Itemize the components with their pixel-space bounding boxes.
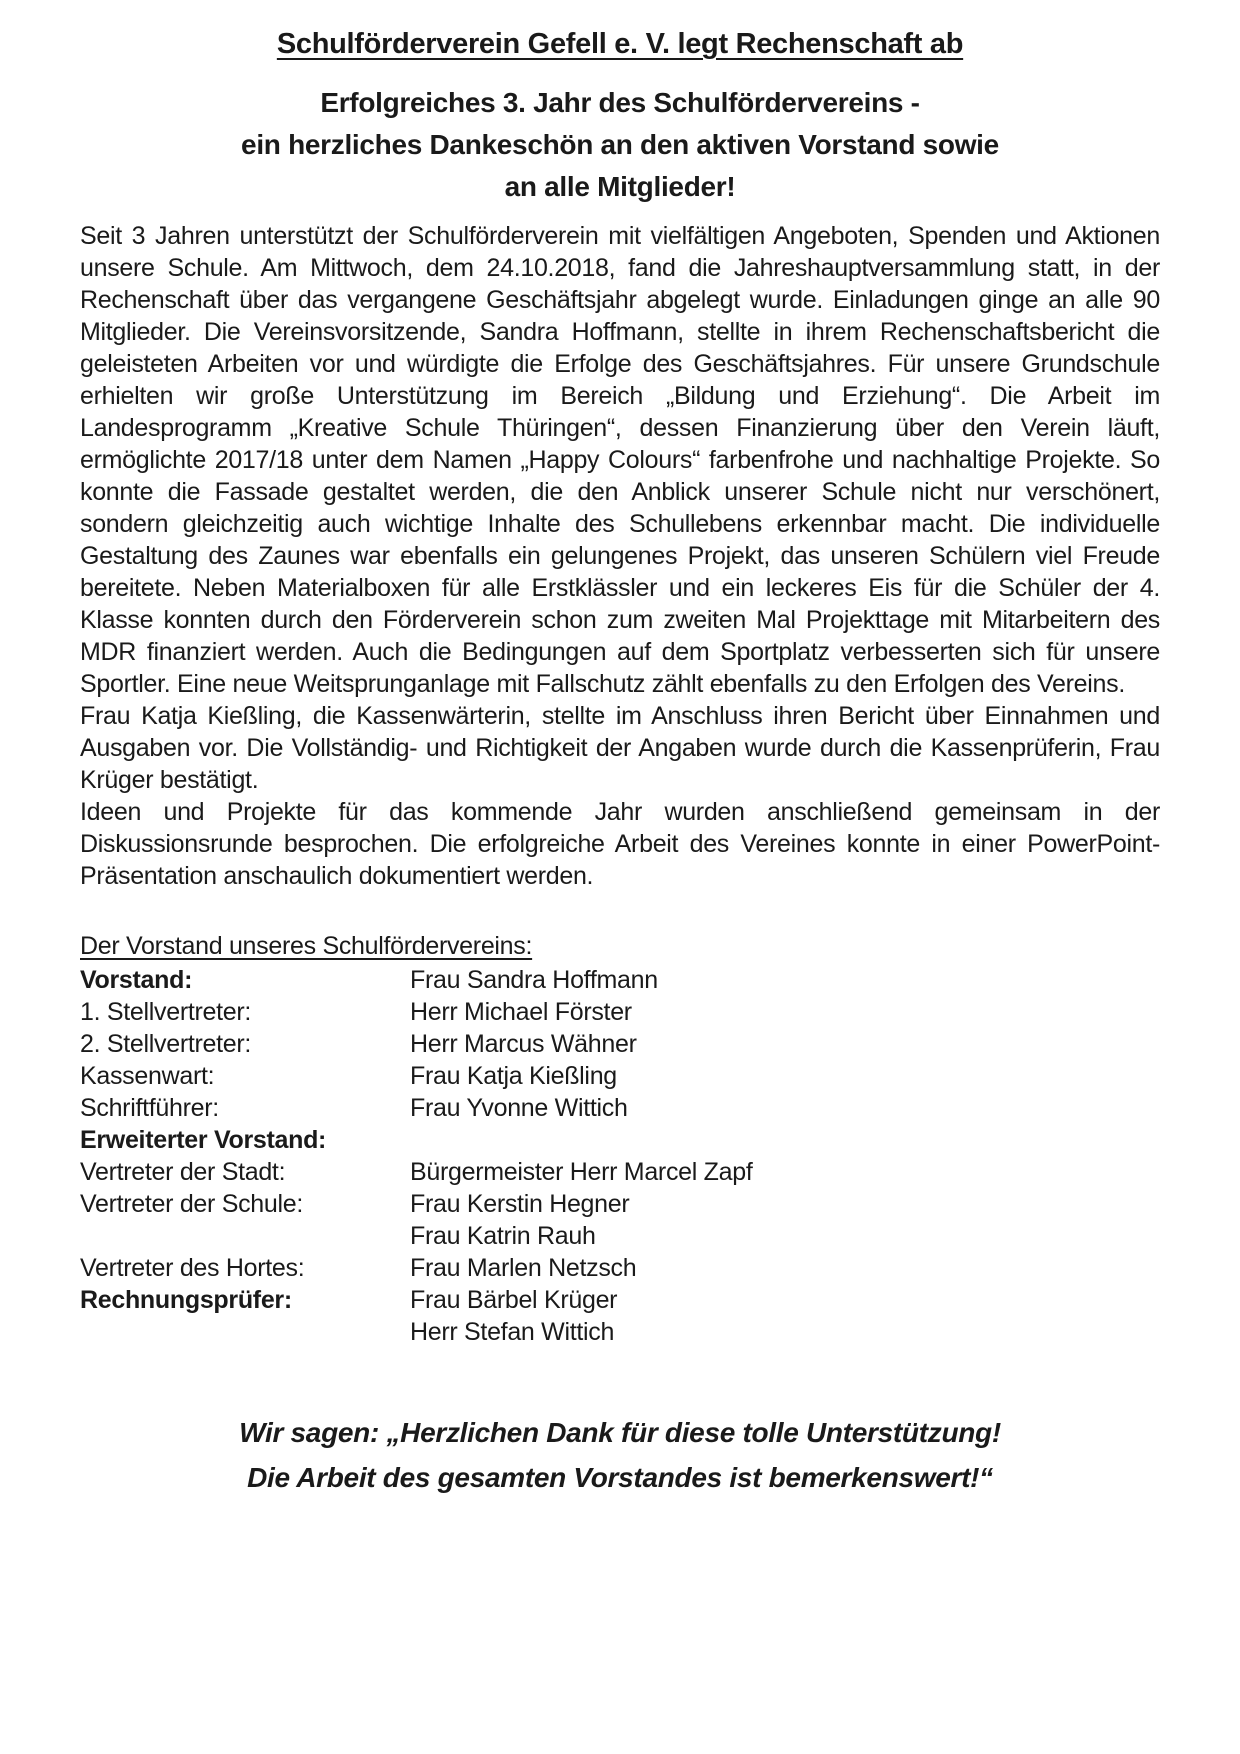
board-section-heading-text: Der Vorstand unseres Schulfördervereins: [80, 931, 533, 960]
board-row [80, 1252, 1160, 1284]
board-row [80, 1156, 1160, 1188]
document-subtitle [80, 82, 1160, 208]
board-row [80, 1060, 1160, 1092]
board-member-name: Frau Sandra Hoffmann [410, 965, 658, 994]
board-member-name [410, 1124, 1160, 1156]
board-row [80, 964, 1160, 996]
board-member-name: Herr Stefan Wittich [410, 1317, 615, 1346]
closing-line-1: Wir sagen: „Herzlichen Dank für diese tolle Unterstützung! [239, 1416, 1001, 1448]
board-role-label: 2. Stellvertreter: [80, 1029, 252, 1058]
paragraph-report: Seit 3 Jahren unterstützt der Schulförderverein mit vielfältigen Angeboten, Spenden und Aktionen unsere Schule. Am Mittwoch, dem 24.10.2018, fand die Jahreshauptversammlung statt, in der Rechenschaft über das vergangene Geschäftsjahr abgelegt wurde. Einladungen ginge an alle 90 Mitglieder. Die Vereinsvorsitzende, Sandra Hoffmann, stellte in ihrem Rechenschaftsbericht die geleisteten Arbeiten vor und würdigte die Erfolge des Geschäftsjahres. Für unsere Grundschule erhielten wir große Unterstützung im Bereich „Bildung und Erziehung“. Die Arbeit im Landesprogramm „Kreative Schule Thüringen“, dessen Finanzierung über den Verein läuft, ermöglichte 2017/18 unter dem Namen „Happy Colours“ farbenfrohe und nachhaltige Projekte. So konnte die Fassade gestaltet werden, die den Anblick unserer Schule nicht nur verschönert, sondern gleichzeitig auch wichtige Inhalte des Schullebens erkennbar macht. Die individuelle Gestaltung des Zaunes war ebenfalls ein gelungenes Projekt, das unseren Schülern viel Freude bereitete. Neben Materialboxen für alle Erstklässler und ein leckeres Eis für die Schüler der 4. Klasse konnten durch den Förderverein schon zum zweiten Mal Projekttage mit Mitarbeitern des MDR finanziert werden. Auch die Bedingungen auf dem Sportplatz verbesserten sich für unsere Sportler. Eine neue Weitsprunganlage mit Fallschutz zählt ebenfalls zu den Erfolgen des Vereins. [80, 221, 1160, 698]
paragraph-outlook: Ideen und Projekte für das kommende Jahr wurden anschließend gemeinsam in der Diskussionsrunde besprochen. Die erfolgreiche Arbeit des Vereines konnte in einer PowerPoint-Präsentation anschaulich dokumentiert werden. [80, 797, 1160, 890]
closing-line-2: Die Arbeit des gesamten Vorstandes ist bemerkenswert!“ [247, 1461, 993, 1493]
board-section-heading [80, 930, 1160, 962]
subtitle-line-1: Erfolgreiches 3. Jahr des Schulfördervereins - [320, 86, 920, 118]
board-member-name: Herr Marcus Wähner [410, 1029, 637, 1058]
board-role-label: Vorstand: [80, 965, 193, 994]
board-role-label: Rechnungsprüfer: [80, 1285, 292, 1314]
board-role-label: Vertreter der Stadt: [80, 1157, 286, 1186]
board-member-name: Frau Bärbel Krüger [410, 1285, 618, 1314]
board-role-label: 1. Stellvertreter: [80, 997, 252, 1026]
document-title-text: Schulförderverein Gefell e. V. legt Rechenschaft ab [276, 28, 964, 60]
board-role-label [80, 1316, 410, 1348]
subtitle-line-3: an alle Mitglieder! [504, 170, 736, 202]
board-row [80, 1284, 1160, 1316]
paragraph-treasury: Frau Katja Kießling, die Kassenwärterin, stellte im Anschluss ihren Bericht über Einnahmen und Ausgaben vor. Die Vollständig- und Richtigkeit der Angaben wurde durch die Kassenprüferin, Frau Krüger bestätigt. [80, 701, 1160, 794]
board-row [80, 1188, 1160, 1220]
board-member-name: Frau Katja Kießling [410, 1061, 617, 1090]
board-member-name: Frau Katrin Rauh [410, 1221, 596, 1250]
closing-statement [80, 1410, 1160, 1500]
board-role-label: Vertreter der Schule: [80, 1189, 303, 1218]
board-role-label [80, 1220, 410, 1252]
document-title [80, 26, 1160, 64]
board-role-label: Schriftführer: [80, 1093, 219, 1122]
board-row [80, 1028, 1160, 1060]
board-row [80, 1124, 1160, 1156]
board-role-label: Kassenwart: [80, 1061, 215, 1090]
board-role-label: Vertreter des Hortes: [80, 1253, 305, 1282]
board-row [80, 1316, 1160, 1348]
board-member-name: Frau Yvonne Wittich [410, 1093, 628, 1122]
subtitle-line-2: ein herzliches Dankeschön an den aktiven Vorstand sowie [241, 128, 999, 160]
board-member-name: Bürgermeister Herr Marcel Zapf [410, 1157, 753, 1186]
board-row [80, 1220, 1160, 1252]
board-role-label: Erweiterter Vorstand: [80, 1125, 327, 1154]
board-member-name: Frau Kerstin Hegner [410, 1189, 630, 1218]
board-row [80, 996, 1160, 1028]
board-member-name: Frau Marlen Netzsch [410, 1253, 637, 1282]
board-list [80, 964, 1160, 1348]
board-member-name: Herr Michael Förster [410, 997, 632, 1026]
board-row [80, 1092, 1160, 1124]
